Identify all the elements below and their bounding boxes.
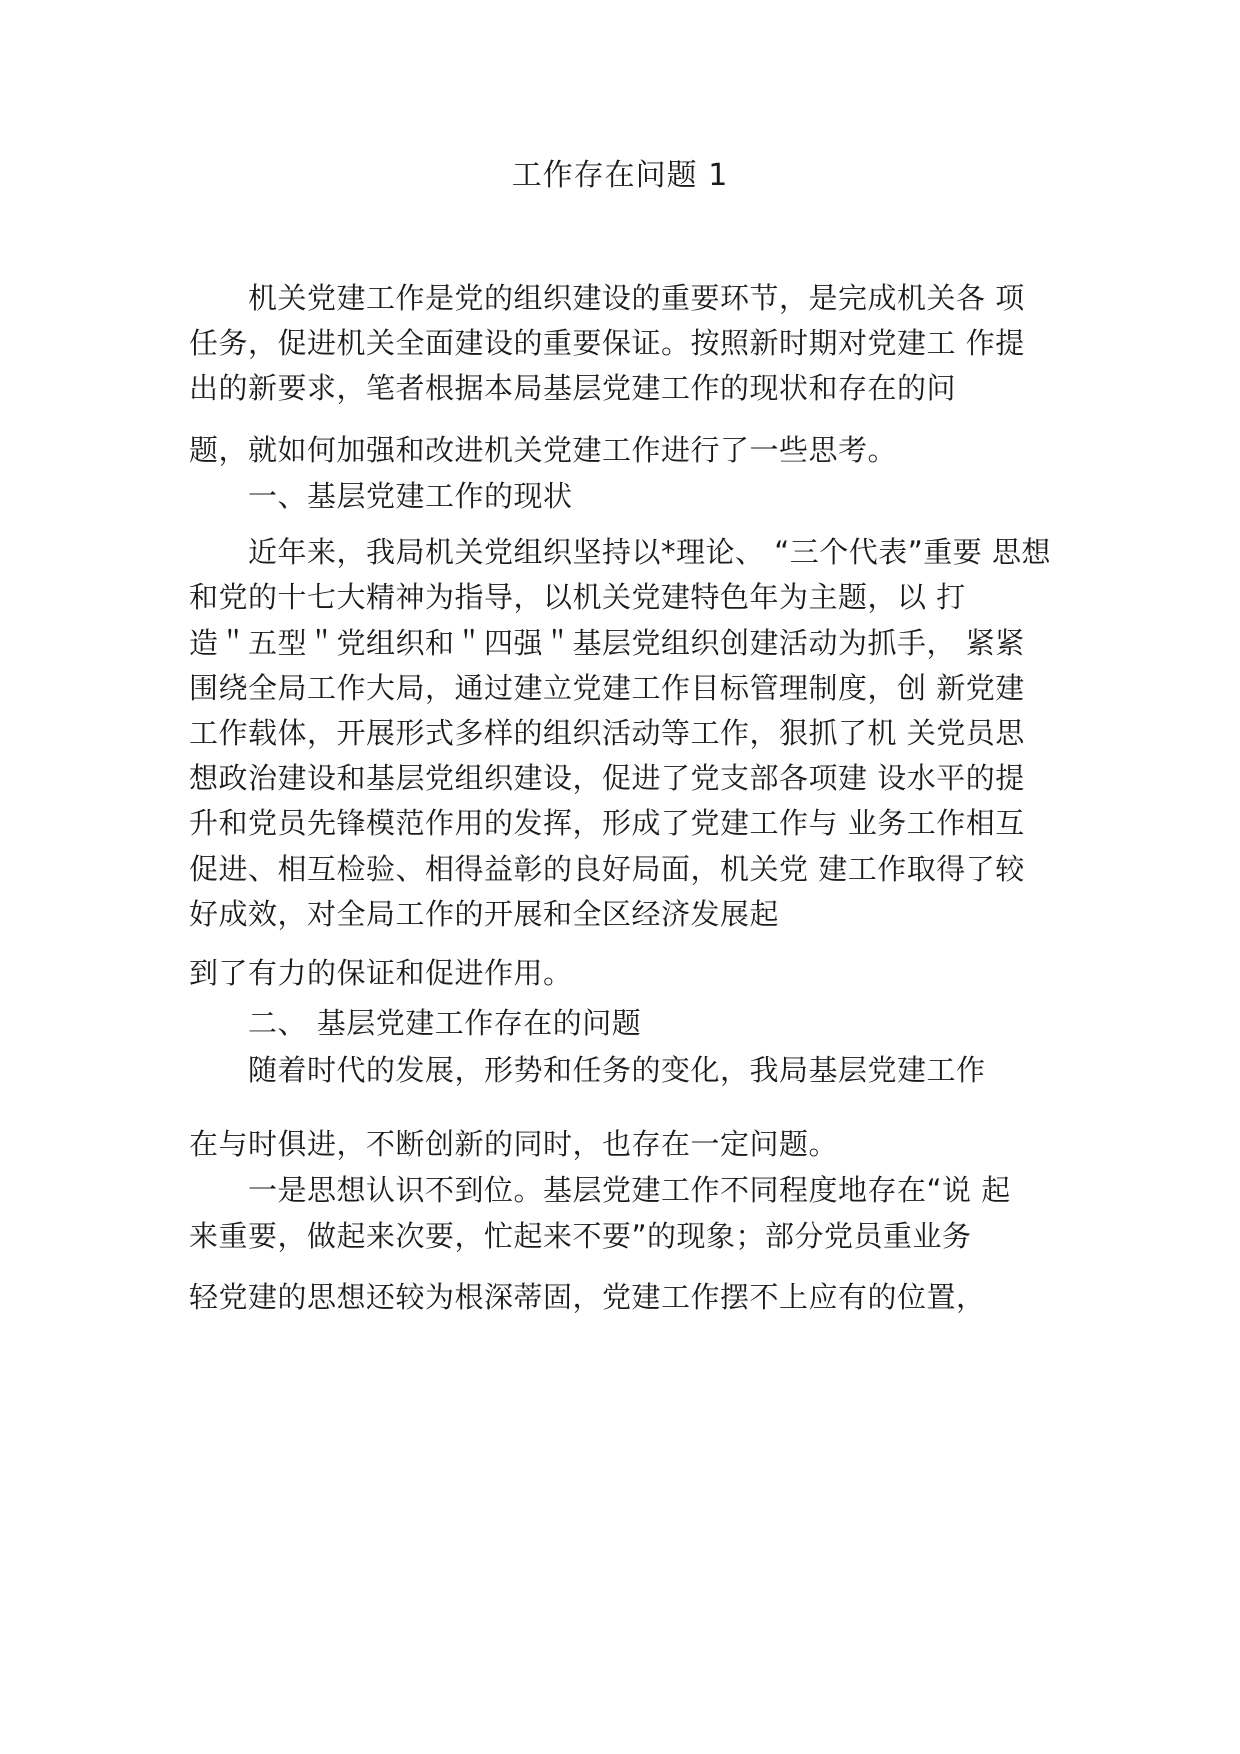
paragraph-line: 好成效，对全局工作的开展和全区经济发展起 bbox=[189, 897, 780, 931]
paragraph-line: 想政治建设和基层党组织建设，促进了党支部各项建 设水平的提 bbox=[189, 761, 1025, 795]
paragraph-line: 围绕全局工作大局，通过建立党建工作目标管理制度，创 新党建 bbox=[189, 671, 1025, 705]
paragraph-line: 工作载体，开展形式多样的组织活动等工作，狠抓了机 关党员思 bbox=[189, 716, 1025, 750]
paragraph-line: 造＂五型＂党组织和＂四强＂基层党组织创建活动为抓手， 紧紧 bbox=[189, 626, 1025, 660]
paragraph-line: 轻党建的思想还较为根深蒂固，党建工作摆不上应有的位置， bbox=[189, 1280, 986, 1314]
paragraph-line: 来重要，做起来次要，忙起来不要”的现象；部分党员重业务 bbox=[189, 1219, 972, 1253]
paragraph-line: 和党的十七大精神为指导，以机关党建特色年为主题，以 打 bbox=[189, 580, 966, 614]
section-heading: 二、 基层党建工作存在的问题 bbox=[248, 1006, 642, 1040]
paragraph-line: 出的新要求，笔者根据本局基层党建工作的现状和存在的问 bbox=[189, 371, 957, 405]
document-title: 工作存在问题 1 bbox=[511, 158, 729, 193]
paragraph-line: 题，就如何加强和改进机关党建工作进行了一些思考。 bbox=[189, 433, 898, 467]
paragraph-line: 促进、相互检验、相得益彰的良好局面，机关党 建工作取得了较 bbox=[189, 852, 1025, 886]
paragraph-line: 到了有力的保证和促进作用。 bbox=[189, 956, 573, 990]
paragraph-line: 一是思想认识不到位。基层党建工作不同程度地存在“说 起 bbox=[248, 1173, 1011, 1207]
paragraph-line: 随着时代的发展，形势和任务的变化，我局基层党建工作 bbox=[248, 1053, 986, 1087]
paragraph-line: 升和党员先锋模范作用的发挥，形成了党建工作与 业务工作相互 bbox=[189, 806, 1025, 840]
paragraph-line: 在与时俱进，不断创新的同时，也存在一定问题。 bbox=[189, 1127, 839, 1161]
paragraph-line: 任务，促进机关全面建设的重要保证。按照新时期对党建工 作提 bbox=[189, 326, 1025, 360]
paragraph-line: 机关党建工作是党的组织建设的重要环节，是完成机关各 项 bbox=[248, 281, 1025, 315]
paragraph-line: 近年来，我局机关党组织坚持以*理论、 “三个代表”重要 思想 bbox=[248, 535, 1051, 569]
section-heading: 一、基层党建工作的现状 bbox=[248, 479, 573, 513]
